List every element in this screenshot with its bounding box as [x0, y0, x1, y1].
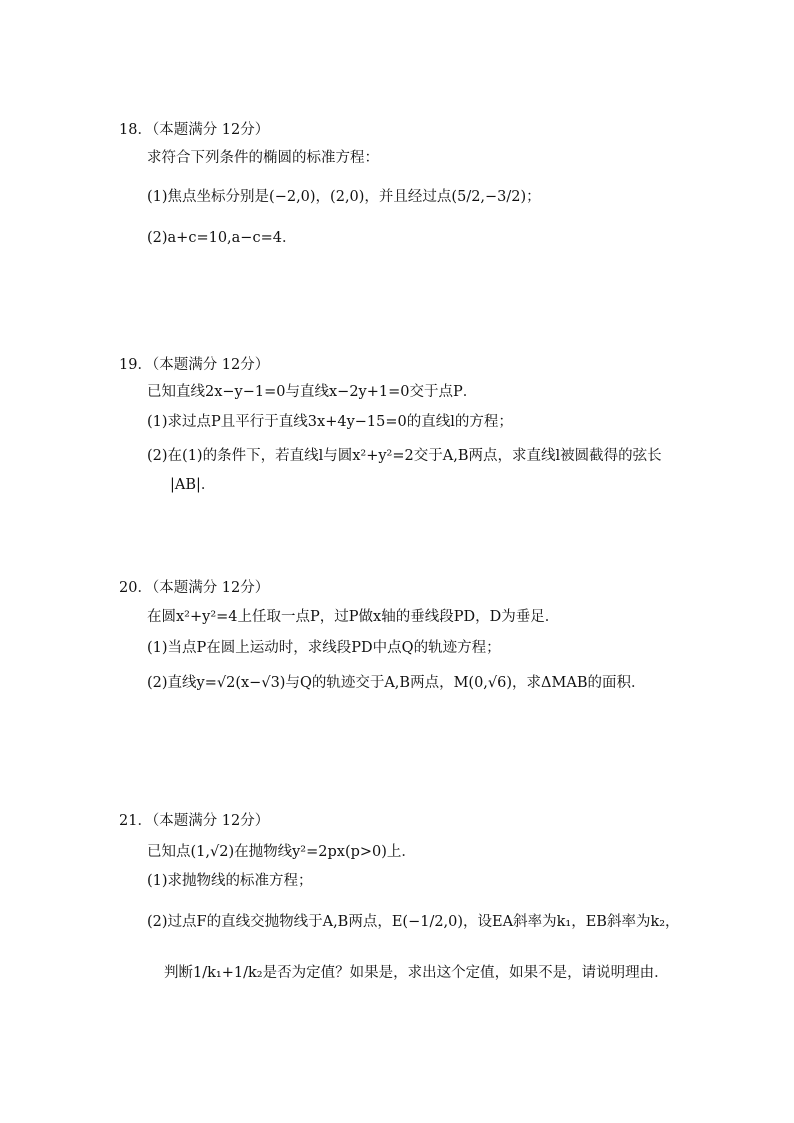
problem-18-intro: 求符合下列条件的椭圆的标准方程： [147, 150, 379, 166]
problem-21-part-2: (2)过点F的直线交抛物线于A,B两点，E(−1/2,0)，设EA斜率为k₁，EB斜率为k₂， [147, 914, 680, 930]
problem-20-part-2: (2)直线y=√2(x−√3)与Q的轨迹交于A,B两点，M(0,√6)，求ΔMAB的面积． [147, 675, 646, 691]
problem-18-part-2: (2)a+c=10,a−c=4． [147, 230, 297, 246]
problem-20-intro: 在圆x²+y²=4上任取一点P，过P做x轴的垂线段PD，D为垂足． [147, 609, 560, 625]
problem-20-part-1: (1)当点P在圆上运动时，求线段PD中点Q的轨迹方程； [147, 640, 501, 656]
problem-18-header: 18．（本题满分 12分） [119, 122, 270, 138]
problem-21-intro: 已知点(1,√2)在抛物线y²=2px(p>0)上． [147, 844, 416, 860]
problem-20-header: 20．（本题满分 12分） [119, 580, 270, 596]
problem-19-part-1: (1)求过点P且平行于直线3x+4y−15=0的直线l的方程； [147, 414, 513, 430]
problem-19-part-2-cont: |AB|． [170, 477, 216, 493]
problem-19-intro: 已知直线2x−y−1=0与直线x−2y+1=0交于点P． [147, 384, 478, 400]
problem-18-part-1: (1)焦点坐标分别是(−2,0)，(2,0)，并且经过点(5/2,−3/2)； [147, 189, 541, 205]
problem-21-part-1: (1)求抛物线的标准方程； [147, 873, 313, 889]
problem-19-header: 19．（本题满分 12分） [119, 357, 270, 373]
problem-19-part-2: (2)在(1)的条件下，若直线l与圆x²+y²=2交于A,B两点，求直线l被圆截得的弦长 [147, 448, 662, 464]
problem-21-header: 21．（本题满分 12分） [119, 813, 270, 829]
problem-21-part-2-cont: 判断1/k₁+1/k₂是否为定值？如果是，求出这个定值，如果不是，请说明理由． [164, 965, 669, 981]
